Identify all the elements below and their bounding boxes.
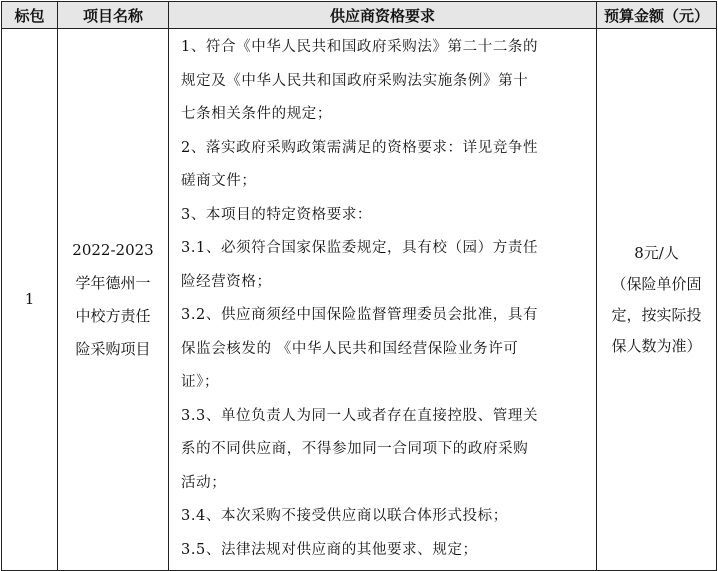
project-name-line: 中校方责任: [75, 306, 151, 325]
requirement-line: 规定及《中华人民共和国政府采购法实施条例》第十: [181, 72, 529, 89]
project-name-line: 学年德州一: [75, 273, 151, 292]
requirement-line: 3.2、供应商须经中国保险监督管理委员会批准，具有: [181, 307, 539, 323]
requirement-line: 证》；: [181, 374, 220, 390]
requirement-line: 1、符合《中华人民共和国政府采购法》第二十二条的: [181, 39, 539, 55]
project-name-line: 2022-2023: [72, 240, 154, 259]
requirement-line: 3.4、本次采购不接受供应商以联合体形式投标；: [181, 508, 508, 524]
table-header-row: [2, 2, 717, 29]
budget-cell: [597, 29, 717, 571]
header-budget: 预算金额（元）: [597, 2, 717, 29]
procurement-table: [1, 1, 717, 571]
requirement-line: 3.5、法律法规对供应商的其他要求、规定；: [181, 541, 478, 558]
requirement-line: 磋商文件；: [181, 173, 257, 189]
requirement-line: 3.1、必须符合国家保监委规定，具有校（园）方责任: [181, 240, 539, 256]
budget-line: 8元/人: [634, 243, 679, 262]
requirement-line: 系的不同供应商，不得参加同一合同项下的政府采购: [181, 441, 529, 457]
requirement-line: 七条相关条件的规定；: [181, 106, 332, 122]
project-name-line: 险采购项目: [75, 339, 151, 358]
requirements-cell: [169, 29, 597, 571]
requirement-line: 险经营资格；: [181, 273, 272, 290]
table-row: [2, 29, 717, 571]
requirement-line: 2、落实政府采购政策需满足的资格要求：详见竞争性: [181, 139, 539, 156]
requirement-line: 3.3、单位负责人为同一人或者存在直接控股、管理关: [181, 407, 539, 424]
requirement-line: 3、本项目的特定资格要求：: [181, 206, 373, 223]
budget-line: 定，按实际投: [611, 305, 702, 324]
header-requirements: 供应商资格要求: [169, 2, 597, 29]
header-project-name: 项目名称: [58, 2, 169, 29]
requirement-line: 活动；: [181, 474, 227, 491]
header-package: 标包: [2, 2, 58, 29]
package-number: 1: [24, 290, 35, 308]
package-cell: [2, 29, 58, 571]
project-name-cell: [58, 29, 169, 571]
requirement-line: 保监会核发的 《中华人民共和国经营保险业务许可: [181, 340, 519, 357]
budget-line: （保险单价固: [611, 274, 702, 293]
budget-line: 保人数为准）: [611, 336, 702, 355]
